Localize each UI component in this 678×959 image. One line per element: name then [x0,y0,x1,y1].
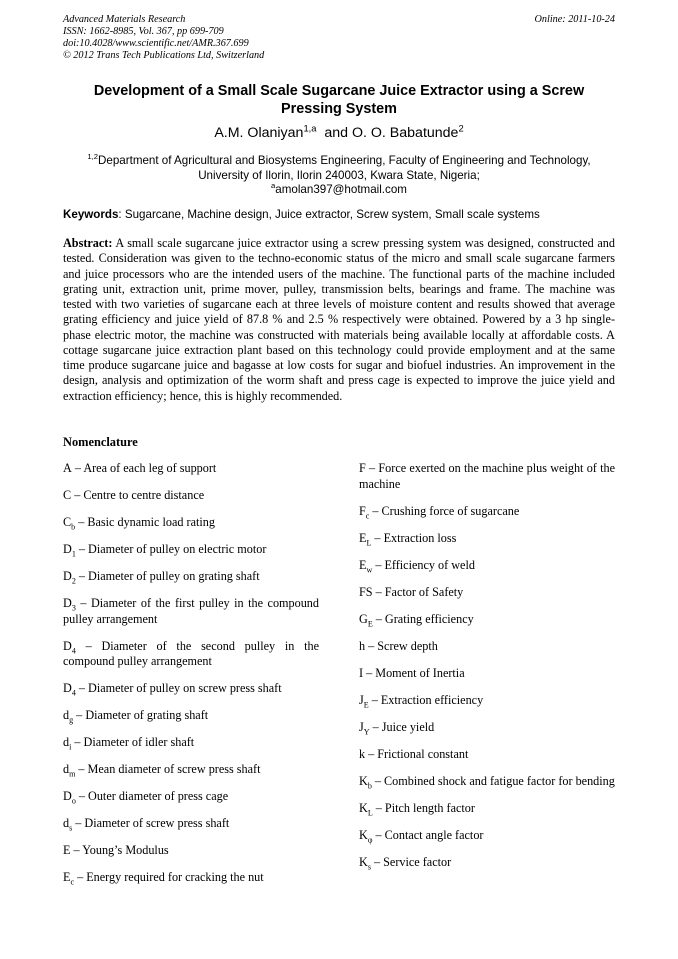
journal-name: Advanced Materials Research [63,14,186,25]
nomenclature-item: $J_Y$ – Juice yield [359,719,435,736]
author-2-affiliation-marker: 2 [458,123,464,134]
nomenclature-item: $K_b$ – Combined shock and fatigue factor for bending [359,773,615,790]
nomenclature-item: $D_1$ – Diameter of pulley on electric motor [63,542,267,559]
nomenclature-item: h – Screw depth [359,638,438,653]
nomenclature-item: $K_L$ – Pitch length factor [359,800,475,817]
nomenclature-item: $G_E$ – Grating efficiency [359,611,474,628]
nomenclature-item: $D_2$ – Diameter of pulley on grating shaft [63,569,260,586]
online-date: Online: 2011-10-24 [534,14,615,25]
nomenclature-item: $D_4$ – Diameter of the second pulley in the compound pulley arrangement [63,638,319,668]
nomenclature-item: $d_i$ – Diameter of idler shaft [63,735,195,752]
nomenclature-item: $D_4$ – Diameter of pulley on screw press shaft [63,681,282,698]
abstract-text: A small scale sugarcane juice extractor using a screw pressing system was designed, constructed and tested. Consideration was given to the techno-economic status of the micro and small scale sugarcane farmers and juice processors who are the intended users of the machine. The functional parts of the machine included grating unit, extraction unit, prime mover, pulley, transmission belts, bearings and frame. The machine was tested with two varieties of sugarcane each at three levels of moisture content and results showed that average grating efficiency and juice yield of 87.8 % and 2.5 % respectively were obtained. Powered by a 3 hp single-phase electric motor, the machine was constructed with materials being available locally at affordable costs. A cottage sugarcane juice extraction plant based on this technology could provide employment and at the same time produce sugarcane juice and bagasse at low costs for sugar and biofuel industries. An improvement in the design, analysis and optimization of the worm shaft and press cage is expected to improve the juice yield and extraction efficiency; hence, this is highly recommended. [63,236,615,403]
author-line [63,125,615,141]
journal-header [63,14,264,62]
nomenclature-item: $D_3$ – Diameter of the first pulley in the compound pulley arrangement [63,596,319,626]
nomenclature-item: $D_o$ – Outer diameter of press cage [63,789,229,806]
nomenclature-column-left [63,461,319,897]
journal-doi: doi:10.4028/www.scientific.net/AMR.367.699 [63,38,249,49]
keywords-label: Keywords [63,208,119,221]
keywords [63,208,615,221]
nomenclature-item: k – Frictional constant [359,746,469,761]
author-email[interactable]: amolan397@hotmail.com [275,183,407,196]
nomenclature-item: E – Young’s Modulus [63,843,169,857]
keywords-text: : Sugarcane, Machine design, Juice extractor, Screw system, Small scale systems [118,208,540,221]
email-marker: a [271,181,276,191]
nomenclature-item: $F_c$ – Crushing force of sugarcane [359,503,520,520]
nomenclature-title: Nomenclature [63,435,138,449]
nomenclature-item: $d_m$ – Mean diameter of screw press shaft [63,762,261,779]
author-joiner: and [324,125,349,141]
nomenclature-item: A – Area of each leg of support [63,461,217,475]
nomenclature-item: $J_E$ – Extraction efficiency [359,692,484,709]
nomenclature-item: C – Centre to centre distance [63,488,205,502]
nomenclature-item: $E_L$ – Extraction loss [359,530,457,547]
journal-copyright: © 2012 Trans Tech Publications Ltd, Switzerland [63,50,265,61]
nomenclature-column-right [359,461,615,882]
nomenclature-item: I – Moment of Inertia [359,665,465,680]
nomenclature-item: $K_\varphi$ – Contact angle factor [359,827,484,844]
nomenclature-item: $d_g$ – Diameter of grating shaft [63,708,209,725]
nomenclature-item: $d_s$ – Diameter of screw press shaft [63,816,230,833]
affiliation-text: Department of Agricultural and Biosystems Engineering, Faculty of Engineering and Technology, University of Ilorin, Ilorin 240003, Kwara State, Nigeria; [98,154,591,182]
affiliation-marker: 1,2 [87,152,99,162]
paper-title: Development of a Small Scale Sugarcane Juice Extractor using a Screw Pressing System [93,83,585,117]
nomenclature-item: FS – Factor of Safety [359,584,464,599]
author-1-name: A.M. Olaniyan [214,125,304,141]
nomenclature-item: $K_s$ – Service factor [359,854,452,871]
author-2-name: O. O. Babatunde [351,125,459,141]
journal-issn: ISSN: 1662-8985, Vol. 367, pp 699-709 [63,26,224,37]
abstract-label: Abstract: [63,236,113,250]
nomenclature-item: F – Force exerted on the machine plus weight of the machine [359,461,615,491]
author-1-affiliation-marker: 1,a [303,123,317,134]
nomenclature-item: $C_b$ – Basic dynamic load rating [63,515,215,532]
abstract [63,236,615,404]
nomenclature-item: $E_w$ – Efficiency of weld [359,557,475,574]
affiliation [63,154,615,198]
nomenclature-item: $E_c$ – Energy required for cracking the nut [63,870,264,887]
